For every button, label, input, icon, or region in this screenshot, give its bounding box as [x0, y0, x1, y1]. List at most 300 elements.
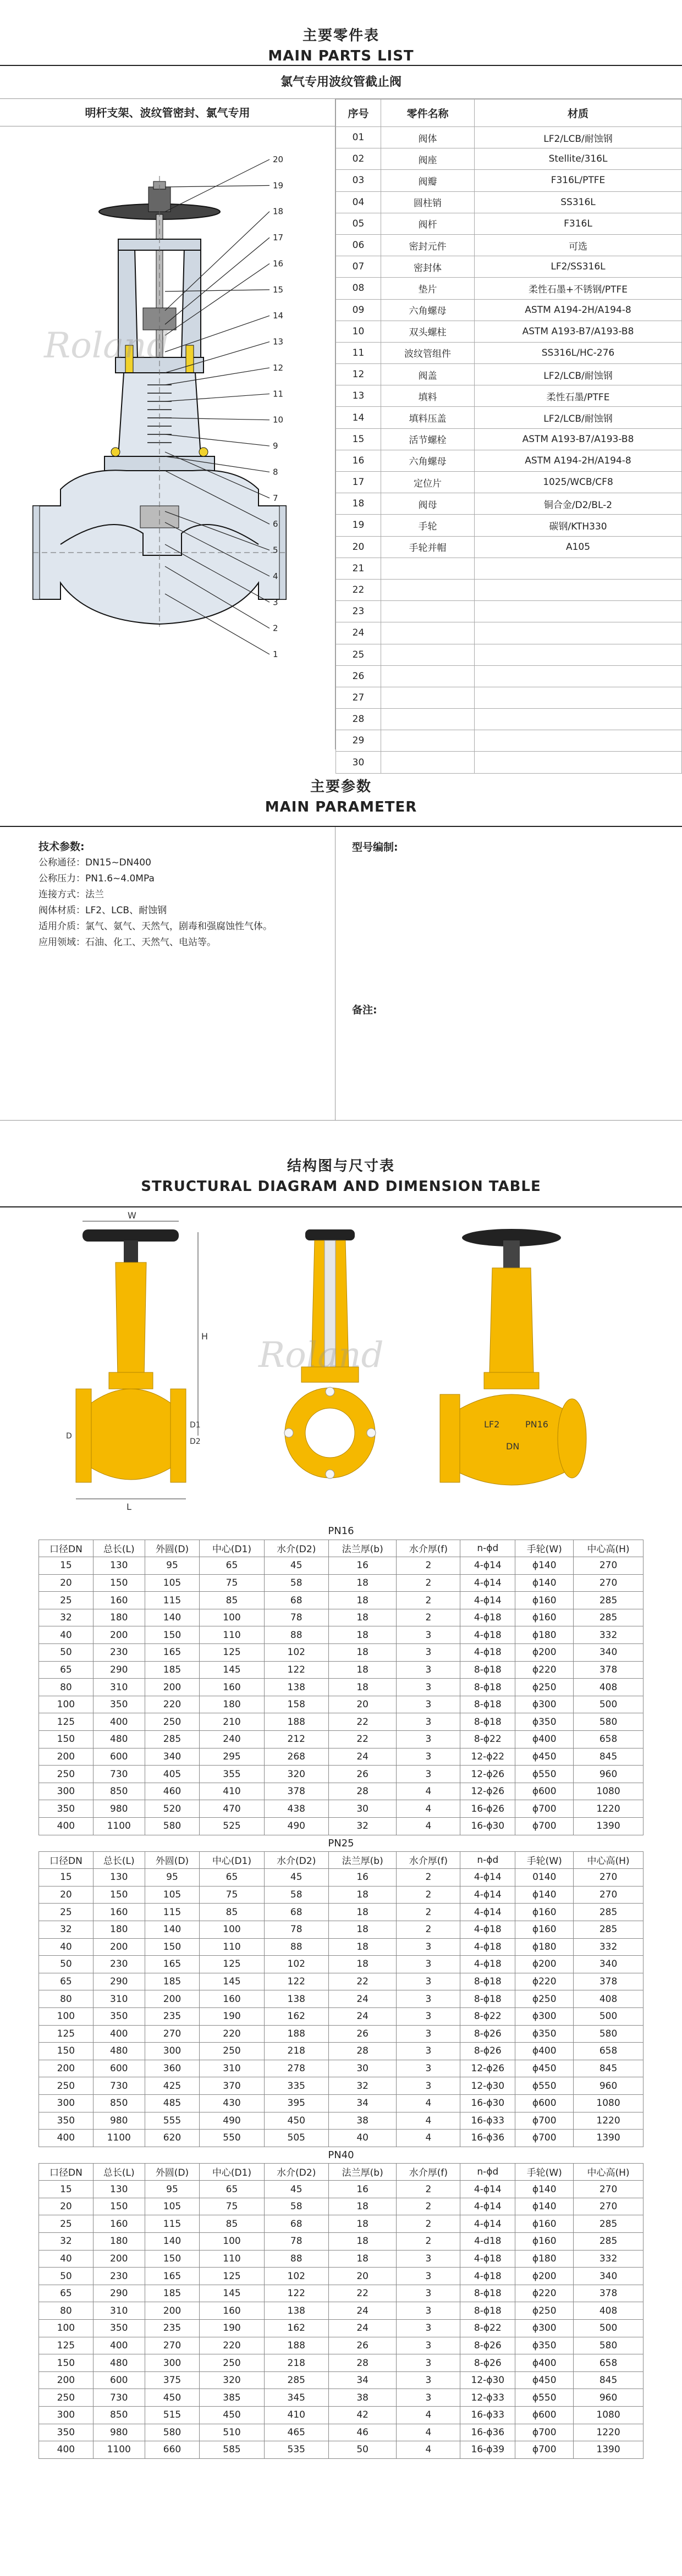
dim-cell: 235 [145, 2007, 200, 2025]
dim-cell: 850 [93, 2094, 145, 2112]
dim-cell: 4 [397, 2424, 460, 2441]
dim-cell: 490 [200, 2112, 264, 2130]
dim-cell: 515 [145, 2407, 200, 2424]
dim-cell: 18 [328, 1886, 397, 1904]
part-material: ASTM A193-B7/A193-B8 [475, 321, 682, 342]
dim-cell: 3 [397, 2007, 460, 2025]
dim-cell: 150 [145, 2250, 200, 2268]
part-material: A105 [475, 536, 682, 558]
dim-cell: 85 [200, 1592, 264, 1609]
dim-cell: 8-ϕ26 [460, 2354, 515, 2372]
dim-cell: 150 [145, 1938, 200, 1956]
dim-cell: 340 [145, 1748, 200, 1766]
dim-row [39, 1783, 644, 1800]
part-no: 18 [336, 493, 381, 515]
dim-cell: 4-ϕ18 [460, 1938, 515, 1956]
dim-label-D1: D1 [190, 1421, 201, 1430]
dim-cell: 332 [574, 1626, 644, 1644]
dim-cell: 550 [200, 2130, 264, 2147]
dim-cell: 270 [145, 2025, 200, 2043]
dim-cell: 1220 [574, 2424, 644, 2441]
dim-cell: 145 [200, 1661, 264, 1679]
dim-cell: 12-ϕ30 [460, 2077, 515, 2095]
parts-body [0, 99, 682, 768]
dim-cell: ϕ160 [515, 2233, 574, 2250]
dim-cell: 1080 [574, 2094, 644, 2112]
dim-cell: 125 [39, 2337, 94, 2354]
dim-row [39, 1869, 644, 1887]
dim-cell: 160 [200, 1990, 264, 2008]
dim-row [39, 1592, 644, 1609]
dim-cell: 2 [397, 1886, 460, 1904]
part-material: SS316L [475, 191, 682, 213]
part-material [475, 579, 682, 600]
part-material: F316L/PTFE [475, 170, 682, 191]
dim-cell: 465 [264, 2424, 328, 2441]
pn-title-row [39, 2147, 644, 2163]
dim-cell: ϕ160 [515, 1609, 574, 1626]
dim-cell: 378 [574, 1661, 644, 1679]
dim-cell: 20 [328, 2268, 397, 2285]
dim-cell: ϕ250 [515, 2302, 574, 2320]
dim-cell: 270 [574, 1557, 644, 1575]
part-name: 密封体 [381, 256, 475, 278]
valve-section-drawing [0, 126, 335, 748]
part-no: 20 [336, 536, 381, 558]
dim-cell: 138 [264, 1679, 328, 1696]
dim-cell: 40 [39, 2250, 94, 2268]
dimension-tables [38, 1523, 644, 2459]
dim-cell: 378 [574, 1973, 644, 1990]
dim-row [39, 2112, 644, 2130]
part-name: 密封元件 [381, 234, 475, 256]
dim-cell: 95 [145, 2181, 200, 2198]
dim-cell: 58 [264, 1574, 328, 1592]
dim-cell: 95 [145, 1557, 200, 1575]
dim-cell: 130 [93, 1557, 145, 1575]
part-name: 阀瓣 [381, 170, 475, 191]
dim-cell: 15 [39, 1869, 94, 1887]
dim-cell: 125 [39, 1713, 94, 1731]
model-label: 型号编制: [352, 841, 398, 853]
dim-row [39, 1956, 644, 1973]
dim-col-header: 法兰厚(b) [328, 1851, 397, 1869]
dim-cell: 480 [93, 2043, 145, 2060]
dim-cell: ϕ350 [515, 2337, 574, 2354]
callout-number: 16 [273, 258, 284, 269]
parts-row [336, 558, 682, 579]
parts-row [336, 170, 682, 191]
dim-row [39, 2060, 644, 2077]
dim-cell: 250 [39, 1766, 94, 1783]
dim-cell: 45 [264, 1557, 328, 1575]
dim-label-D: D [66, 1432, 72, 1441]
dim-col-header: 中心(D1) [200, 1851, 264, 1869]
parts-row [336, 665, 682, 687]
dim-cell: 400 [39, 2130, 94, 2147]
part-name: 双头螺柱 [381, 321, 475, 342]
dim-col-header: 中心(D1) [200, 1540, 264, 1557]
tech-params [0, 827, 336, 1120]
callout-line [165, 212, 270, 311]
dim-col-header: 中心(D1) [200, 2163, 264, 2181]
dim-cell: 2 [397, 2181, 460, 2198]
dim-cell: ϕ450 [515, 1748, 574, 1766]
dim-cell: 4 [397, 2094, 460, 2112]
dim-cell: 8-ϕ22 [460, 1731, 515, 1748]
dim-cell: 75 [200, 1574, 264, 1592]
dim-cell: 270 [574, 2181, 644, 2198]
dim-cell: 80 [39, 2302, 94, 2320]
dim-cell: 140 [145, 2233, 200, 2250]
dim-cell: 18 [328, 2198, 397, 2215]
callout-number: 9 [273, 441, 278, 451]
dim-row [39, 2424, 644, 2441]
dim-row [39, 1626, 644, 1644]
dim-cell: 50 [39, 2268, 94, 2285]
part-no: 25 [336, 644, 381, 665]
dim-cell: 180 [93, 2233, 145, 2250]
dim-cell: 8-ϕ18 [460, 1696, 515, 1713]
part-material: ASTM A193-B7/A193-B8 [475, 428, 682, 450]
dim-cell: 8-ϕ18 [460, 2285, 515, 2302]
struct-title [0, 1127, 682, 1206]
dim-cell: 730 [93, 2077, 145, 2095]
dim-cell: 140 [145, 1609, 200, 1626]
dim-row [39, 2233, 644, 2250]
dim-cell: ϕ550 [515, 2077, 574, 2095]
dim-cell: 3 [397, 1731, 460, 1748]
parts-row [336, 450, 682, 471]
dim-cell: 230 [93, 1644, 145, 1662]
dim-row [39, 2025, 644, 2043]
dim-cell: 405 [145, 1766, 200, 1783]
dim-cell: 960 [574, 2389, 644, 2407]
param-line: 连接方式：法兰 [38, 889, 104, 900]
dim-cell: 12-ϕ22 [460, 1748, 515, 1766]
dim-cell: ϕ140 [515, 2198, 574, 2215]
dim-cell: 480 [93, 1731, 145, 1748]
dim-cell: 4 [397, 1800, 460, 1818]
body-mark-pn: PN16 [525, 1419, 548, 1430]
dim-row [39, 1661, 644, 1679]
dim-cell: 200 [145, 2302, 200, 2320]
dim-cell: 1100 [93, 1818, 145, 1835]
parts-row [336, 191, 682, 213]
dim-cell: 1390 [574, 2441, 644, 2459]
dim-cell: 15 [39, 1557, 94, 1575]
part-name [381, 709, 475, 730]
part-name: 六角螺母 [381, 450, 475, 471]
parts-row [336, 601, 682, 622]
dim-cell: 162 [264, 2007, 328, 2025]
params-title [0, 749, 682, 826]
dim-cell: 8-ϕ18 [460, 1679, 515, 1696]
dim-row [39, 2302, 644, 2320]
part-name: 阀座 [381, 148, 475, 170]
part-no: 28 [336, 709, 381, 730]
dim-cell: ϕ140 [515, 1557, 574, 1575]
dim-cell: 730 [93, 2389, 145, 2407]
dim-cell: 520 [145, 1800, 200, 1818]
dim-cell: 102 [264, 1956, 328, 1973]
dim-cell: 658 [574, 2354, 644, 2372]
dim-col-header: 水介厚(f) [397, 1851, 460, 1869]
part-no: 06 [336, 234, 381, 256]
part-no: 08 [336, 278, 381, 299]
dim-cell: 210 [200, 1713, 264, 1731]
dim-cell: 200 [39, 1748, 94, 1766]
dim-cell: 580 [574, 2025, 644, 2043]
dim-cell: 30 [328, 2060, 397, 2077]
callout-number: 5 [273, 545, 278, 555]
dim-cell: 1080 [574, 1783, 644, 1800]
part-no: 12 [336, 364, 381, 385]
dim-cell: 105 [145, 2198, 200, 2215]
part-material: LF2/LCB/耐蚀钢 [475, 407, 682, 428]
dim-cell: 68 [264, 1904, 328, 1921]
dim-cell: 8-ϕ18 [460, 1713, 515, 1731]
dim-col-header: 法兰厚(b) [328, 1540, 397, 1557]
dim-cell: 122 [264, 1973, 328, 1990]
parts-title-cn: 主要零件表 [302, 27, 380, 44]
parts-title [0, 0, 682, 65]
dim-col-header: n-ϕd [460, 2163, 515, 2181]
part-material: ASTM A194-2H/A194-8 [475, 450, 682, 471]
part-no: 29 [336, 730, 381, 752]
dim-cell: 18 [328, 1661, 397, 1679]
dim-cell: 150 [145, 1626, 200, 1644]
part-name [381, 665, 475, 687]
dim-cell: 65 [200, 2181, 264, 2198]
dim-cell: 400 [93, 2337, 145, 2354]
dim-cell: 16-ϕ39 [460, 2441, 515, 2459]
dim-cell: 2 [397, 1904, 460, 1921]
drawing-caption: 明杆支架、波纹管密封、氯气专用 [0, 99, 335, 126]
callout-number: 14 [273, 311, 284, 321]
dim-cell: 4 [397, 1783, 460, 1800]
callout-number: 3 [273, 597, 278, 608]
dim-cell: 350 [93, 2320, 145, 2337]
dim-cell: 4-d18 [460, 2233, 515, 2250]
dim-cell: 185 [145, 1973, 200, 1990]
dim-cell: 250 [145, 1713, 200, 1731]
part-name [381, 687, 475, 708]
dim-cell: 4-ϕ14 [460, 1574, 515, 1592]
dim-cell: 510 [200, 2424, 264, 2441]
dim-cell: 50 [328, 2441, 397, 2459]
dim-cell: 4-ϕ18 [460, 1644, 515, 1662]
dim-row [39, 2130, 644, 2147]
callout-number: 12 [273, 362, 284, 373]
parts-row [336, 493, 682, 515]
dim-cell: ϕ700 [515, 2424, 574, 2441]
dim-col-header: 水介(D2) [264, 2163, 328, 2181]
dim-cell: 400 [93, 2025, 145, 2043]
dim-cell: 138 [264, 2302, 328, 2320]
dim-cell: 40 [39, 1938, 94, 1956]
dim-cell: 26 [328, 2337, 397, 2354]
parts-row [336, 709, 682, 730]
dim-cell: 340 [574, 1644, 644, 1662]
dim-row [39, 1921, 644, 1938]
dim-cell: 3 [397, 1679, 460, 1696]
dim-cell: 220 [200, 2337, 264, 2354]
dim-cell: 190 [200, 2320, 264, 2337]
dim-cell: 125 [39, 2025, 94, 2043]
dim-cell: 150 [93, 1574, 145, 1592]
dim-cell: 555 [145, 2112, 200, 2130]
dim-cell: 150 [93, 1886, 145, 1904]
callout-number: 2 [273, 623, 278, 633]
dim-cell: 102 [264, 2268, 328, 2285]
part-name [381, 622, 475, 644]
dim-cell: 450 [264, 2112, 328, 2130]
parts-row [336, 385, 682, 407]
dim-cell: ϕ700 [515, 2112, 574, 2130]
dim-cell: 270 [574, 1886, 644, 1904]
dim-cell: 18 [328, 1574, 397, 1592]
dim-cell: 16-ϕ33 [460, 2112, 515, 2130]
dim-cell: 980 [93, 2424, 145, 2441]
dim-cell: 34 [328, 2371, 397, 2389]
dim-cell: ϕ140 [515, 2181, 574, 2198]
dim-cell: 980 [93, 2112, 145, 2130]
dim-cell: 430 [200, 2094, 264, 2112]
dim-row [39, 2043, 644, 2060]
dim-cell: 320 [264, 1766, 328, 1783]
pn-label: PN40 [328, 2149, 354, 2161]
dim-cell: 250 [200, 2354, 264, 2372]
dim-cell: 8-ϕ18 [460, 1990, 515, 2008]
dim-cell: 410 [264, 2407, 328, 2424]
dim-cell: 3 [397, 2285, 460, 2302]
dim-cell: 12-ϕ30 [460, 2371, 515, 2389]
dim-cell: 1220 [574, 2112, 644, 2130]
part-material [475, 709, 682, 730]
params-body [0, 826, 682, 1121]
callout-number: 20 [273, 155, 284, 164]
dim-cell: ϕ350 [515, 1713, 574, 1731]
dim-cell: 25 [39, 1592, 94, 1609]
dim-cell: 20 [39, 1574, 94, 1592]
dim-cell: 18 [328, 2233, 397, 2250]
dim-cell: 24 [328, 2302, 397, 2320]
callout-line [165, 263, 270, 335]
part-name: 阀盖 [381, 364, 475, 385]
dim-cell: 88 [264, 2250, 328, 2268]
dim-cell: 24 [328, 1990, 397, 2008]
dim-cell: 355 [200, 1766, 264, 1783]
dim-cell: 345 [264, 2389, 328, 2407]
dim-cell: 230 [93, 1956, 145, 1973]
dim-cell: 65 [39, 1973, 94, 1990]
parts-row [336, 644, 682, 665]
dim-cell: 4 [397, 2130, 460, 2147]
dim-cell: 4-ϕ14 [460, 1592, 515, 1609]
dim-cell: 4-ϕ18 [460, 2268, 515, 2285]
dim-cell: ϕ160 [515, 1921, 574, 1938]
dim-cell: 200 [39, 2060, 94, 2077]
dim-cell: 38 [328, 2389, 397, 2407]
part-material [475, 622, 682, 644]
dim-cell: 960 [574, 2077, 644, 2095]
dim-cell: 200 [145, 1679, 200, 1696]
dim-cell: ϕ550 [515, 2389, 574, 2407]
dim-cell: 45 [264, 1869, 328, 1887]
dim-cell: 45 [264, 2181, 328, 2198]
dim-cell: ϕ700 [515, 1818, 574, 1835]
part-material: 碳钢/KTH330 [475, 515, 682, 536]
dim-cell: 100 [39, 2007, 94, 2025]
col-header-part: 零件名称 [381, 100, 475, 127]
dim-cell: 3 [397, 1956, 460, 1973]
dim-cell: 8-ϕ18 [460, 1661, 515, 1679]
dim-cell: 285 [574, 1921, 644, 1938]
dim-cell: 200 [39, 2371, 94, 2389]
dim-cell: 24 [328, 1748, 397, 1766]
dim-cell: 115 [145, 2215, 200, 2233]
dim-row [39, 1731, 644, 1748]
dim-col-header: 水介(D2) [264, 1851, 328, 1869]
dim-cell: 25 [39, 2215, 94, 2233]
dim-col-header: 口径DN [39, 1540, 94, 1557]
front-view [66, 1210, 208, 1512]
body-mark-dn: DN [506, 1441, 520, 1452]
part-name: 阀杆 [381, 213, 475, 234]
dim-cell: 190 [200, 2007, 264, 2025]
callout-number: 15 [273, 284, 284, 295]
dim-cell: 3 [397, 2371, 460, 2389]
part-material: ASTM A194-2H/A194-8 [475, 299, 682, 321]
part-material: LF2/LCB/耐蚀钢 [475, 127, 682, 148]
dim-cell: 3 [397, 1713, 460, 1731]
dim-cell: 28 [328, 1783, 397, 1800]
dim-cell: 310 [93, 2302, 145, 2320]
dim-row [39, 1766, 644, 1783]
dim-cell: ϕ700 [515, 1800, 574, 1818]
dim-col-header: 总长(L) [93, 1540, 145, 1557]
part-name: 填料 [381, 385, 475, 407]
dim-cell: 3 [397, 2077, 460, 2095]
dim-cell: ϕ300 [515, 2320, 574, 2337]
part-name: 手轮 [381, 515, 475, 536]
parts-row [336, 278, 682, 299]
dim-cell: 350 [93, 2007, 145, 2025]
dim-label-H: H [201, 1331, 208, 1342]
dim-cell: 212 [264, 1731, 328, 1748]
dim-cell: 3 [397, 1973, 460, 1990]
part-name: 圆柱销 [381, 191, 475, 213]
dim-cell: 8-ϕ26 [460, 2043, 515, 2060]
dim-cell: 130 [93, 1869, 145, 1887]
dim-cell: 42 [328, 2407, 397, 2424]
parts-row [336, 622, 682, 644]
parts-row [336, 428, 682, 450]
dim-cell: 125 [200, 1956, 264, 1973]
dim-cell: 378 [264, 1783, 328, 1800]
dim-cell: 100 [39, 2320, 94, 2337]
dim-cell: 16 [328, 1557, 397, 1575]
dim-row [39, 1818, 644, 1835]
dim-row [39, 2337, 644, 2354]
dim-cell: 18 [328, 1904, 397, 1921]
part-name: 填料压盖 [381, 407, 475, 428]
dim-cell: 3 [397, 1748, 460, 1766]
perspective-view [440, 1229, 586, 1485]
dim-cell: ϕ250 [515, 1679, 574, 1696]
dim-cell: 375 [145, 2371, 200, 2389]
